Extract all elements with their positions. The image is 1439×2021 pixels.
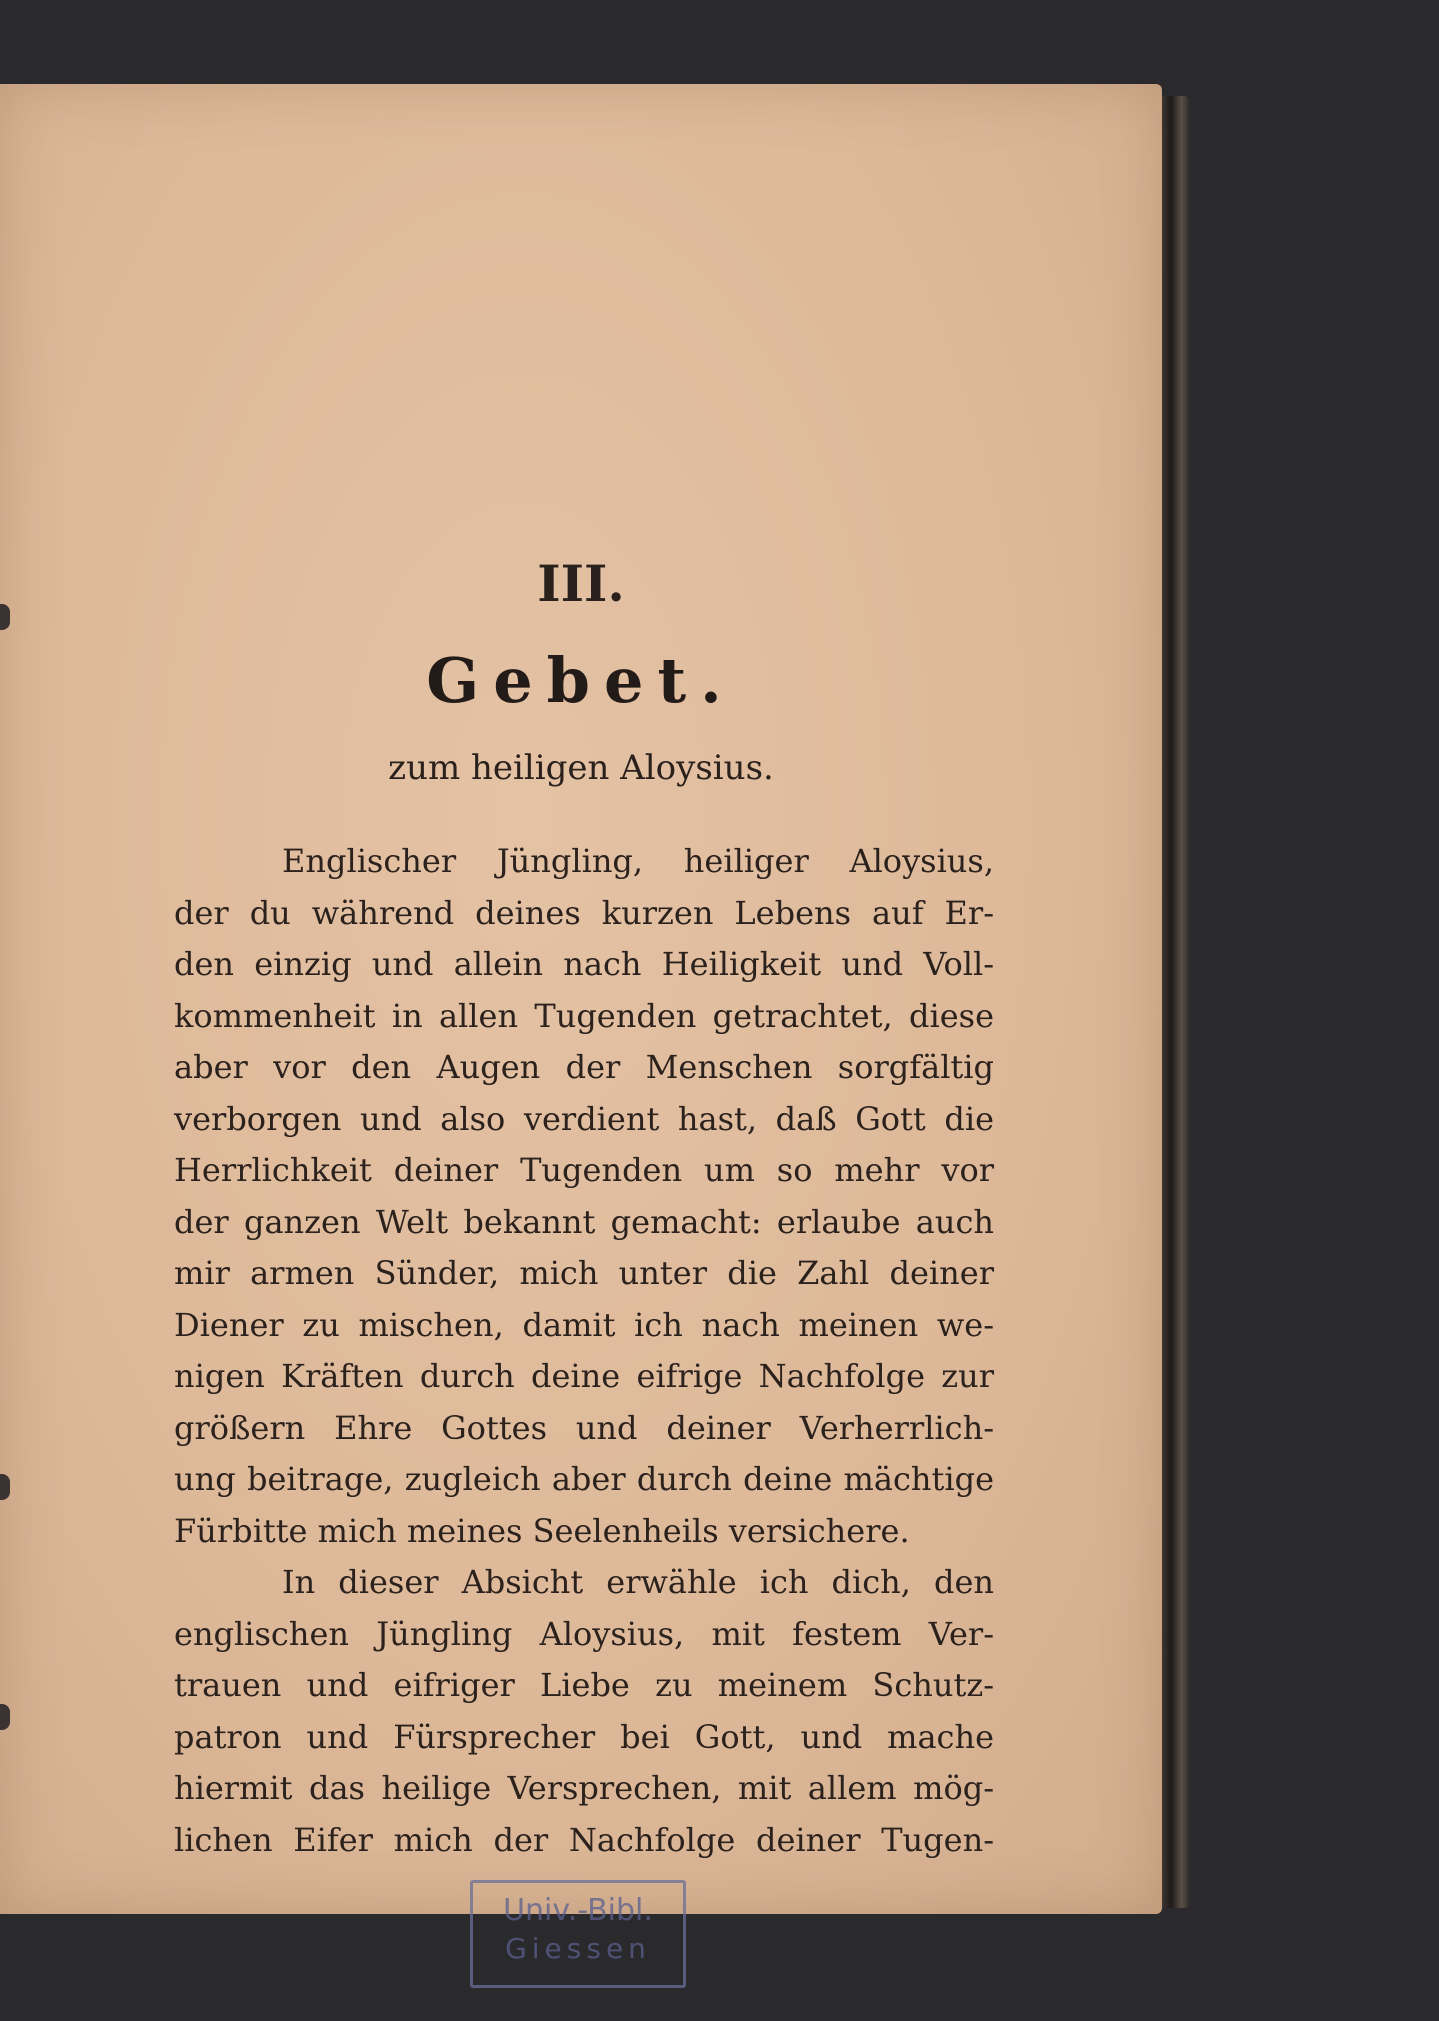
text-line: Herrlichkeit deiner Tugenden um so mehr vor (174, 1151, 994, 1189)
text-line: den einzig und allein nach Heiligkeit und Voll- (174, 945, 994, 983)
text-line: Fürbitte mich meines Seelenheils versichere. (174, 1511, 910, 1550)
text-line: aber vor den Augen der Menschen sorgfältig (174, 1048, 994, 1086)
text-line: mir armen Sünder, mich unter die Zahl deiner (174, 1254, 994, 1292)
book-page (0, 84, 1162, 1965)
binding-hole (0, 1704, 10, 1730)
text-line: Diener zu mischen, damit ich nach meinen we- (174, 1305, 994, 1344)
text-line: kommenheit in allen Tugenden getrachtet, diese (174, 996, 994, 1035)
chapter-number: III. (537, 554, 625, 613)
page-title: Gebet. (426, 644, 736, 717)
library-stamp (470, 1880, 686, 1988)
text-line: nigen Kräften durch deine eifrige Nachfolge zur (174, 1357, 994, 1395)
text-line: lichen Eifer mich der Nachfolge deiner Tugen- (174, 1820, 994, 1859)
text-line: größern Ehre Gottes und deiner Verherrlich- (174, 1408, 994, 1447)
text-line: In dieser Absicht erwähle ich dich, den (282, 1563, 994, 1601)
text-line: der ganzen Welt bekannt gemacht: erlaube auch (174, 1202, 994, 1241)
prayer-text (174, 836, 994, 1866)
stamp-line: Univ.-Bibl. (503, 1893, 653, 1928)
text-line: verborgen und also verdient hast, daß Gott die (174, 1099, 994, 1138)
text-line: hiermit das heilige Versprechen, mit allem mög- (174, 1769, 994, 1807)
stamp-line: Giessen (505, 1932, 651, 1965)
text-line: trauen und eifriger Liebe zu meinem Schutz- (174, 1666, 994, 1704)
text-line: der du während deines kurzen Lebens auf Er- (174, 893, 994, 932)
text-line: Englischer Jüngling, heiliger Aloysius, (282, 842, 994, 880)
text-line: ung beitrage, zugleich aber durch deine mächtige (174, 1460, 994, 1498)
binding-hole (0, 1474, 10, 1500)
page-subtitle: zum heiligen Aloysius. (388, 748, 774, 788)
text-line: englischen Jüngling Aloysius, mit festem Ver- (174, 1614, 994, 1653)
text-line: patron und Fürsprecher bei Gott, und mache (174, 1717, 994, 1756)
